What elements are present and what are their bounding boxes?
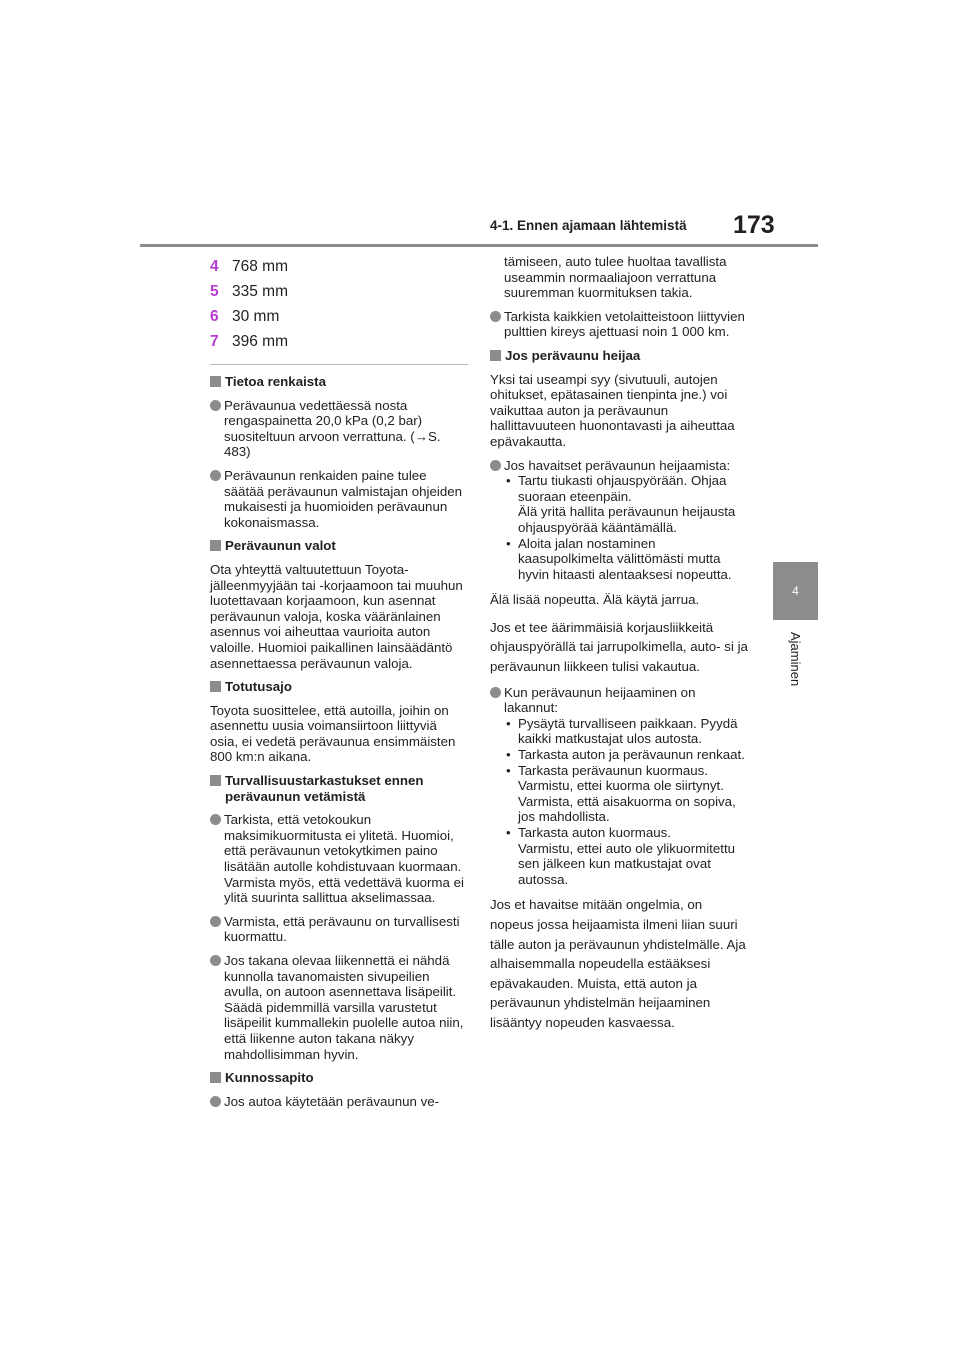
sway-paragraph-2: Älä lisää nopeutta. Älä käytä jarrua. bbox=[490, 592, 700, 608]
sway-bullet-1 bbox=[490, 458, 748, 583]
circle-bullet-icon bbox=[490, 460, 501, 471]
sub-item: • Pysäytä turvalliseen paikkaan. Pyydä kaikki matkustajat ulos autosta. bbox=[504, 716, 748, 747]
circle-bullet-icon bbox=[210, 916, 221, 927]
safety-bullet-1 bbox=[210, 812, 468, 906]
bullet-text: Jos autoa käytetään perävaunun ve- bbox=[224, 1093, 440, 1109]
heading-text: Perävaunun valot bbox=[225, 538, 336, 554]
sub-item: • Tarkasta auton ja perävaunun renkaat. bbox=[504, 747, 748, 763]
sub-item-continued: Varmistu, ettei kuorma ole siirtynyt. Varmista, että aisakuorma on sopiva, jos mahdollista. bbox=[518, 778, 736, 825]
heading-text: Tietoa renkaista bbox=[225, 374, 327, 389]
maintenance-bullet-1 bbox=[210, 1094, 468, 1110]
header-divider bbox=[140, 244, 818, 247]
safety-bullet-2 bbox=[210, 914, 468, 945]
right-column bbox=[490, 254, 748, 1041]
tires-heading bbox=[210, 374, 468, 390]
dimension-number: 4 bbox=[210, 258, 219, 275]
dimension-value: 768 mm bbox=[232, 258, 288, 275]
tires-bullet-2 bbox=[210, 468, 468, 530]
sway-paragraph-4: Jos et havaitse mitään ongelmia, on nopeus jossa heijaamista ilmeni liian suuri tälle auton ja perävaunun yhdistelmälle. Aja alhaisemmalla nopeudella estääksesi epävakauden. Muista, että auton ja perävaunun yhdistelmän heijaaminen lisääntyy nopeuden kasvaessa. bbox=[490, 897, 746, 1030]
chapter-number: 4 bbox=[792, 584, 799, 598]
bullet-text: Tarkista, että vetokoukun maksimikuormitusta ei ylitetä. Huomioi, että perävaunun vetokytkimen paino lisätään autolle kohdistuvaan kuormaan. Varmista myös, että vedettävä kuorma ei ylitä suurinta sallittua akselimassaa. bbox=[224, 812, 464, 906]
maintenance-bullet-1-continued: tämiseen, auto tulee huoltaa tavallista useammin normaaliajoon verrattuna suuremman kuormituksen takia. bbox=[504, 254, 727, 301]
circle-bullet-icon bbox=[490, 311, 501, 322]
heading-text: Kunnossapito bbox=[225, 1070, 314, 1086]
circle-bullet-icon bbox=[210, 955, 221, 966]
circle-bullet-icon bbox=[210, 1096, 221, 1107]
sway-heading bbox=[490, 348, 748, 364]
sub-item: • Tarkasta auton kuormaus. bbox=[504, 825, 748, 841]
maintenance-bullet-2 bbox=[490, 309, 748, 340]
chapter-tab bbox=[773, 562, 818, 620]
safety-bullet-3 bbox=[210, 953, 468, 1062]
lights-paragraph: Ota yhteyttä valtuutettuun Toyota-jälleenmyyjään tai -korjaamoon tai muuhun luotettavaan korjaamoon, kun asennat perävaunun valoja, koska vääränlainen asennus voi aiheuttaa vaurioita auton valoille. Huomioi paikallinen lainsäädäntö asennettaessa perävaunun valoja. bbox=[210, 561, 463, 671]
square-bullet-icon bbox=[210, 540, 221, 551]
dimension-value: 335 mm bbox=[232, 283, 288, 300]
tires-bullet-1 bbox=[210, 398, 468, 460]
dimension-item bbox=[210, 254, 468, 279]
dimension-list bbox=[210, 254, 468, 354]
bullet-text: Kun perävaunun heijaaminen on lakannut: bbox=[504, 684, 696, 716]
circle-bullet-icon bbox=[210, 470, 221, 481]
square-bullet-icon bbox=[210, 376, 221, 387]
bullet-text: Jos havaitset perävaunun heijaamista: bbox=[504, 457, 731, 473]
lights-heading bbox=[210, 538, 468, 554]
bullet-text: Varmista, että perävaunu on turvallisesti kuormattu. bbox=[224, 913, 460, 945]
left-column bbox=[210, 254, 468, 1117]
circle-bullet-icon bbox=[490, 687, 501, 698]
dimension-item bbox=[210, 304, 468, 329]
circle-bullet-icon bbox=[210, 814, 221, 825]
circle-bullet-icon bbox=[210, 400, 221, 411]
dimension-number: 5 bbox=[210, 283, 219, 300]
bullet-text: Perävaunun renkaiden paine tulee säätää perävaunun valmistajan ohjeiden mukaisesti ja huomioiden perävaunun kokonaismassa. bbox=[224, 467, 463, 530]
square-bullet-icon bbox=[210, 1072, 221, 1083]
heading-text: Totutusajo bbox=[225, 679, 292, 695]
dimension-number: 7 bbox=[210, 333, 219, 350]
page-number: 173 bbox=[733, 211, 775, 239]
sub-item: • Aloita jalan nostaminen kaasupolkimelta välittömästi mutta hyvin hitaasti alentaaksesi nopeutta. bbox=[504, 536, 748, 583]
square-bullet-icon bbox=[210, 775, 221, 786]
sub-item: • Tartu tiukasti ohjauspyörään. Ohjaa suoraan eteenpäin. bbox=[504, 473, 748, 504]
chapter-label: Ajaminen bbox=[788, 632, 803, 687]
square-bullet-icon bbox=[490, 350, 501, 361]
section-title: 4-1. Ennen ajamaan lähtemistä bbox=[490, 218, 687, 233]
dimension-item bbox=[210, 279, 468, 304]
breakin-paragraph: Toyota suosittelee, että autoilla, joihin on asennettu uusia voimansiirtoon liittyviä osia, ei vedetä perävaunua ensimmäisten 800 km:n aikana. bbox=[210, 702, 456, 765]
dimension-item bbox=[210, 329, 468, 354]
dimension-value: 30 mm bbox=[232, 308, 280, 325]
sub-item-continued: Varmistu, ettei auto ole ylikuormitettu sen jälkeen kun matkustajat ovat autossa. bbox=[518, 840, 736, 887]
sub-item-continued: Älä yritä hallita perävaunun heijausta ohjauspyörää kääntämällä. bbox=[518, 504, 736, 535]
sway-bullet-2 bbox=[490, 685, 748, 888]
breakin-heading bbox=[210, 679, 468, 695]
dimension-number: 6 bbox=[210, 308, 219, 325]
heading-text: Jos perävaunu heijaa bbox=[505, 347, 641, 363]
bullet-text: Jos takana olevaa liikennettä ei nähdä kunnolla tavanomaisten sivupeilien avulla, on autoon asennettava lisäpeilit. Säädä pidemmillä varsilla varustetut lisäpeilit kummallekin puolelle autoa niin, että liikenne auton takana näkyy mahdollisimman hyvin. bbox=[224, 953, 464, 1062]
sub-item: • Tarkasta perävaunun kuormaus. bbox=[504, 763, 748, 779]
sway-paragraph-3: Jos et tee äärimmäisiä korjausliikkeitä ohjauspyörällä tai jarrupolkimella, auto- si ja perävaunun liikkeen tulisi vakautua. bbox=[490, 619, 748, 675]
sway-paragraph-1: Yksi tai useampi syy (sivutuuli, autojen ohitukset, epätasainen tienpinta jne.) voi vaikuttaa auton ja perävaunun hallittavuuteen huonontavasti ja aiheuttaa epävakautta. bbox=[490, 371, 735, 449]
bullet-text: Tarkista kaikkien vetolaitteistoon liittyvien pulttien kireys ajettuasi noin 1 000 km. bbox=[504, 308, 745, 340]
heading-text: Turvallisuustarkastukset ennen perävaunun vetämistä bbox=[225, 773, 424, 804]
maintenance-heading bbox=[210, 1070, 468, 1086]
square-bullet-icon bbox=[210, 681, 221, 692]
dimension-value: 396 mm bbox=[232, 333, 288, 350]
section-divider bbox=[210, 364, 468, 365]
bullet-text: Perävaunua vedettäessä nosta rengaspainetta 20,0 kPa (0,2 bar) suositeltuun arvoon verrattuna. (→S. 483) bbox=[224, 397, 441, 460]
safety-heading bbox=[210, 773, 468, 804]
